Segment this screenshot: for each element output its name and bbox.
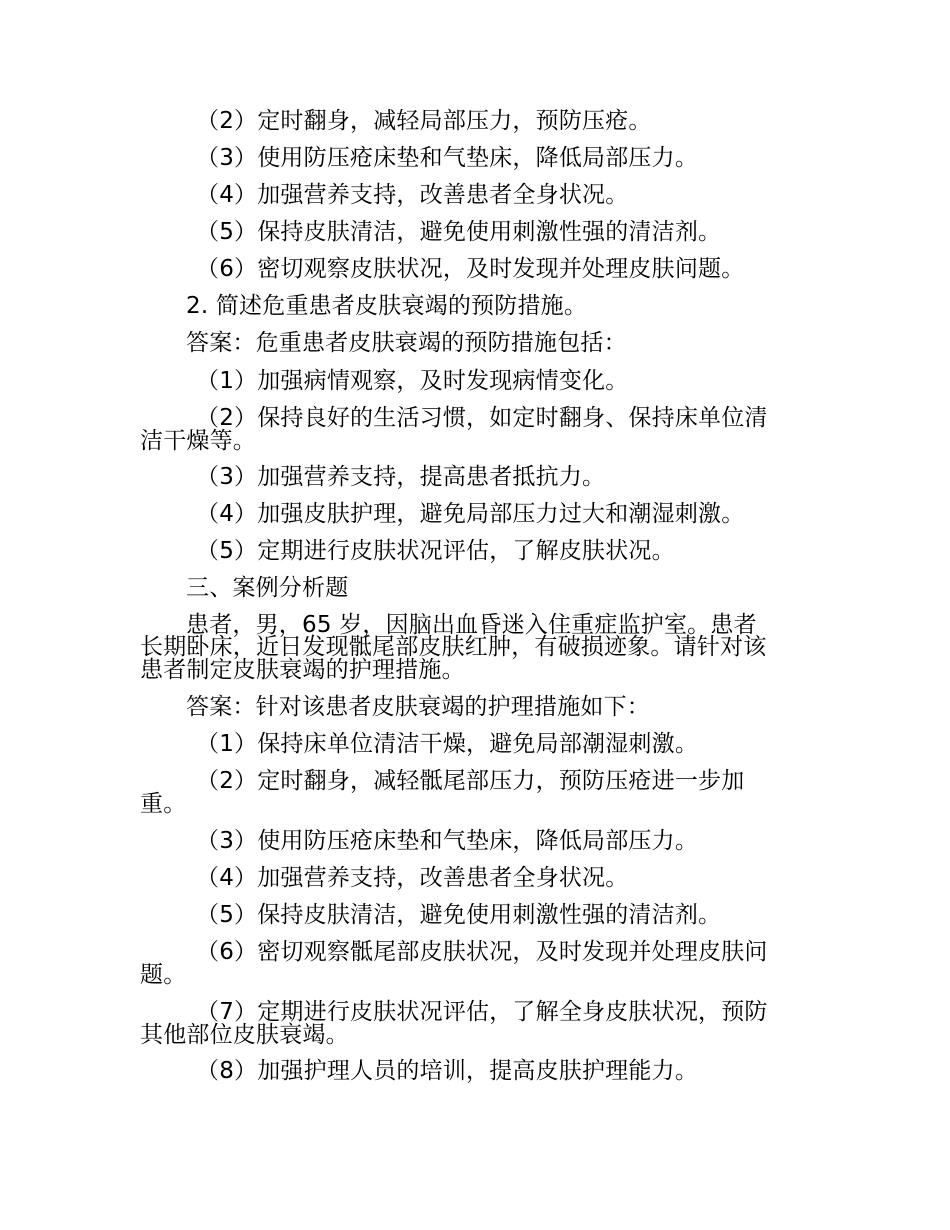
prev-answer-item: （3）使用防压疮床垫和气垫床，降低局部压力。 [196,145,699,171]
prev-answer-item: （4）加强营养支持，改善患者全身状况。 [196,182,629,208]
section-3-answer-item-continued: 其他部位皮肤衰竭。 [140,1022,349,1048]
case-text-line: 长期卧床，近日发现骶尾部皮肤红肿，有破损迹象。请针对该 [140,634,767,660]
section-3-answer-item: （1）保持床单位清洁干燥，避免局部潮湿刺激。 [196,731,699,757]
question-2-answer-item: （2）保持良好的生活习惯，如定时翻身、保持床单位清 [196,405,768,431]
section-3-answer-item: （5）保持皮肤清洁，避免使用刺激性强的清洁剂。 [196,902,722,928]
question-2-answer-intro: 答案：危重患者皮肤衰竭的预防措施包括： [186,330,627,356]
question-2-answer-item-continued: 洁干燥等。 [140,428,256,454]
case-text-line: 患者，男，65 岁，因脑出血昏迷入住重症监护室。患者 [186,612,757,638]
section-3-answer-item: （2）定时翻身，减轻骶尾部压力，预防压疮进一步加 [196,768,745,794]
prev-answer-item: （6）密切观察皮肤状况，及时发现并处理皮肤问题。 [196,256,745,282]
prev-answer-item: （5）保持皮肤清洁，避免使用刺激性强的清洁剂。 [196,219,722,245]
question-2-answer-item: （5）定期进行皮肤状况评估，了解皮肤状况。 [196,538,675,564]
section-3-heading: 三、案例分析题 [186,575,349,601]
section-3-answer-item: （6）密切观察骶尾部皮肤状况，及时发现并处理皮肤问 [196,939,768,965]
section-3-answer-item-continued: 重。 [140,791,187,817]
section-3-answer-item: （4）加强营养支持，改善患者全身状况。 [196,865,629,891]
prev-answer-item: （2）定时翻身，减轻局部压力，预防压疮。 [196,108,652,134]
section-3-answer-intro: 答案：针对该患者皮肤衰竭的护理措施如下： [186,694,650,720]
section-3-answer-item: （8）加强护理人员的培训，提高皮肤护理能力。 [196,1058,699,1084]
section-3-answer-item: （7）定期进行皮肤状况评估，了解全身皮肤状况，预防 [196,999,768,1025]
question-2-title: 2. 简述危重患者皮肤衰竭的预防措施。 [186,293,588,319]
section-3-answer-item-continued: 题。 [140,962,187,988]
case-text-line: 患者制定皮肤衰竭的护理措施。 [140,657,465,683]
section-3-answer-item: （3）使用防压疮床垫和气垫床，降低局部压力。 [196,828,699,854]
question-2-answer-item: （4）加强皮肤护理，避免局部压力过大和潮湿刺激。 [196,501,745,527]
question-2-answer-item: （1）加强病情观察，及时发现病情变化。 [196,368,629,394]
question-2-answer-item: （3）加强营养支持，提高患者抵抗力。 [196,464,606,490]
